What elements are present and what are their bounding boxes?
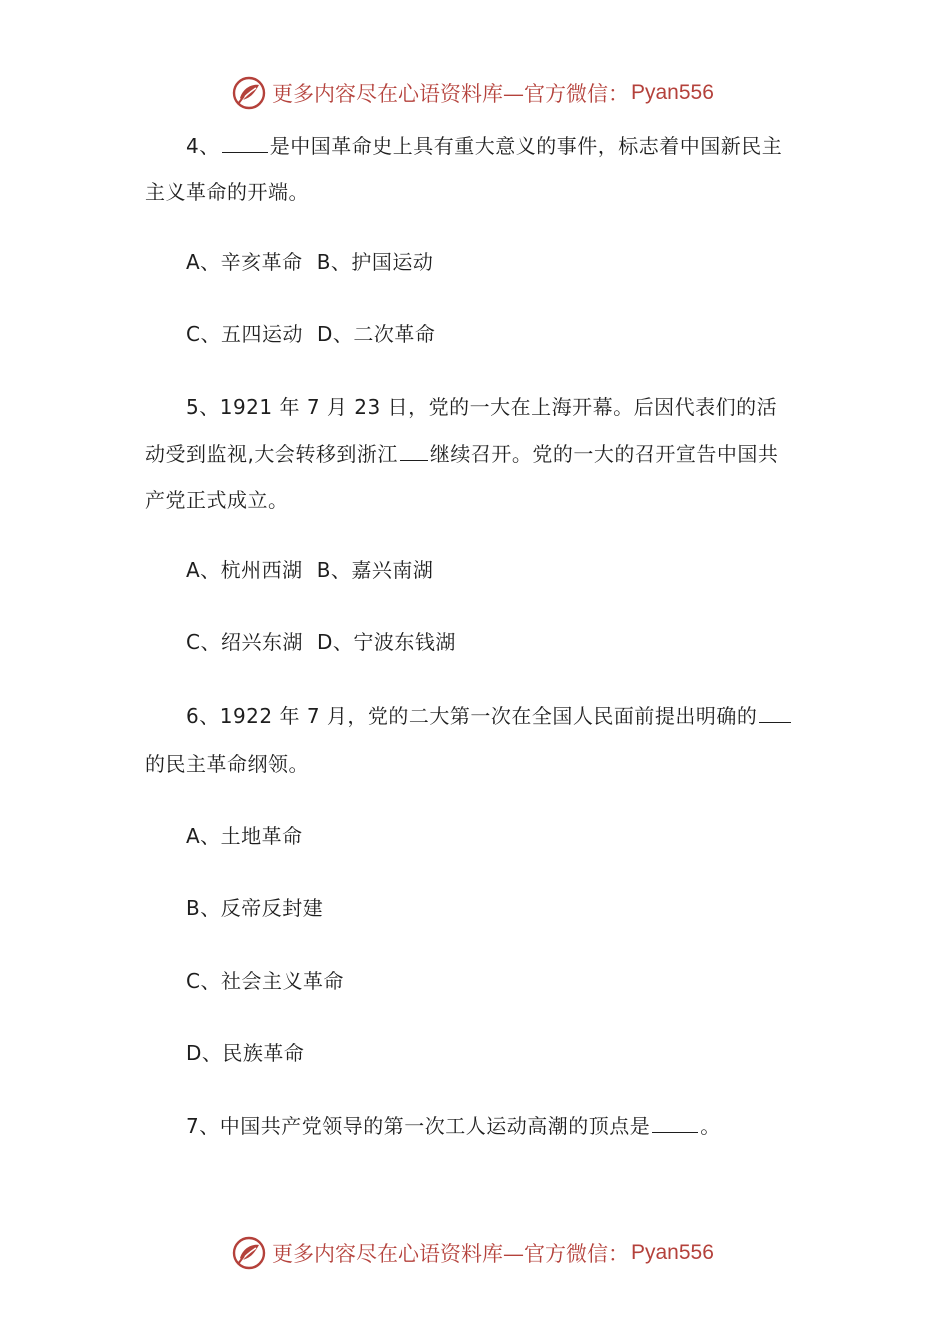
answer-blank (222, 132, 268, 153)
question-6-stem (186, 702, 793, 730)
question-6-option-b: B、反帝反封建 (186, 896, 324, 920)
question-text: 继续召开。党的一大的召开宣告中国共 (429, 442, 779, 466)
wechat-id: Pyan556 (631, 81, 714, 104)
question-text: 1922 年 7 月，党的二大第一次在全国人民面前提出明确的 (219, 704, 758, 728)
question-4-options-row1 (186, 248, 433, 276)
option-d: D、二次革命 (316, 322, 436, 346)
question-text: 1921 年 7 月 23 日，党的一大在上海开幕。后因代表们的活 (219, 395, 778, 419)
question-6-option-a: A、土地革命 (186, 824, 303, 848)
question-4-options-row2 (186, 320, 435, 348)
leaf-logo-icon (232, 1236, 266, 1270)
answer-blank (759, 702, 791, 723)
question-text: 是中国革命史上具有重大意义的事件，标志着中国新民主 (269, 134, 783, 158)
question-text: 中国共产党领导的第一次工人运动高潮的顶点是 (219, 1114, 651, 1138)
question-number: 7、 (186, 1114, 220, 1138)
option-b: B、嘉兴南湖 (316, 558, 434, 582)
question-4-stem (186, 132, 782, 160)
leaf-logo-icon (232, 76, 266, 110)
question-5-stem-line3: 产党正式成立。 (145, 488, 289, 512)
option-c: C、绍兴东湖 (186, 630, 303, 654)
question-number: 5、 (186, 395, 220, 419)
question-text-end: 。 (700, 1114, 721, 1138)
question-7-stem (186, 1112, 721, 1140)
question-5-options-row2 (186, 628, 456, 656)
option-a: A、辛亥革命 (186, 250, 303, 274)
question-number: 6、 (186, 704, 220, 728)
question-5-stem-line2 (145, 440, 778, 468)
question-5-stem (186, 393, 777, 421)
question-4-stem-line2: 主义革命的开端。 (145, 180, 309, 204)
wechat-id: Pyan556 (631, 1241, 714, 1264)
question-5-options-row1 (186, 556, 433, 584)
header-banner (232, 73, 714, 113)
answer-blank (400, 440, 428, 461)
question-number: 4、 (186, 134, 220, 158)
option-a: A、杭州西湖 (186, 558, 303, 582)
question-6-option-c: C、社会主义革命 (186, 969, 344, 993)
answer-blank (652, 1112, 698, 1133)
footer-banner (232, 1233, 714, 1273)
banner-text: 更多内容尽在心语资料库—官方微信： (272, 82, 629, 106)
option-d: D、宁波东钱湖 (316, 630, 456, 654)
option-c: C、五四运动 (186, 322, 303, 346)
option-b: B、护国运动 (316, 250, 434, 274)
question-6-option-d: D、民族革命 (186, 1041, 305, 1065)
banner-text: 更多内容尽在心语资料库—官方微信： (272, 1242, 629, 1266)
question-6-stem-line2: 的民主革命纲领。 (145, 752, 309, 776)
question-text: 动受到监视,大会转移到浙江 (145, 442, 398, 466)
